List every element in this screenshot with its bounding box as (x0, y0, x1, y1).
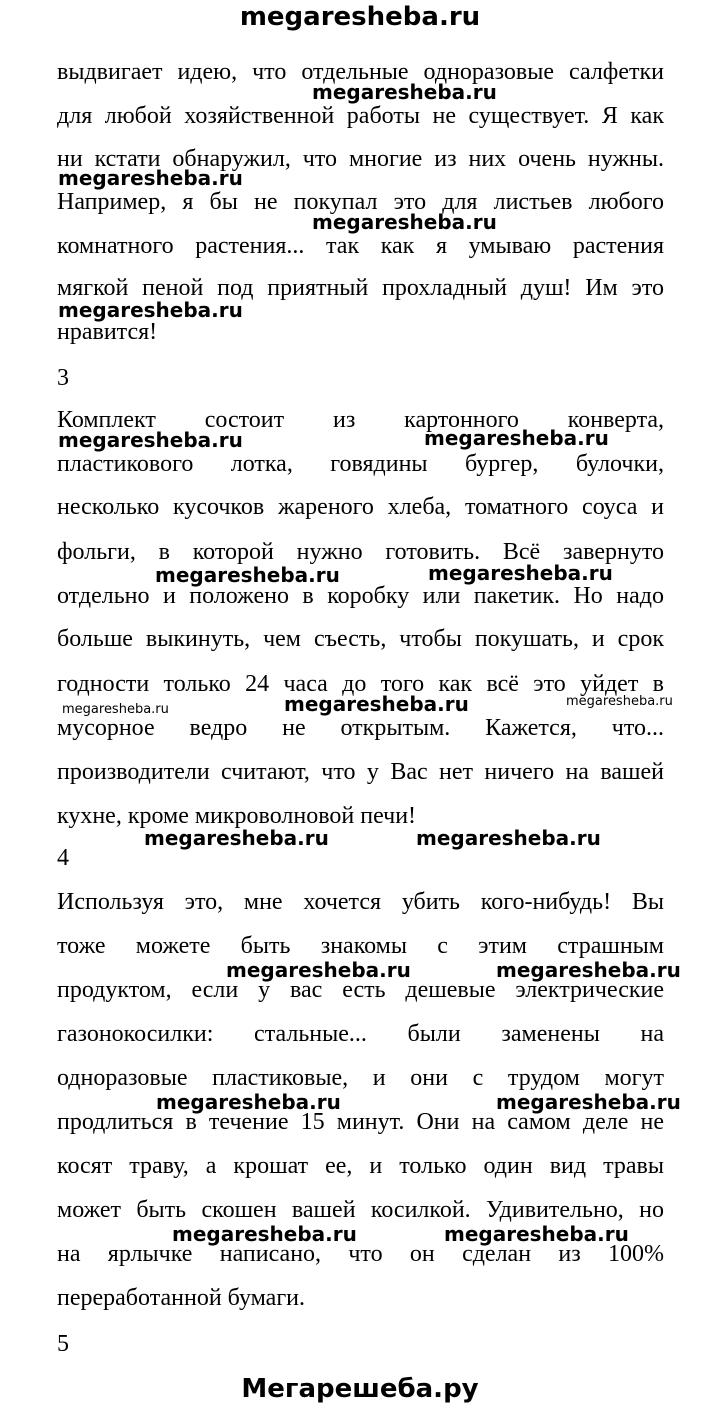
text-line: одноразовые пластиковые, и они с трудом могут (57, 1065, 664, 1091)
watermark: megaresheba.ru (58, 298, 243, 322)
text-line: мягкой пеной под приятный прохладный душ! Им это (57, 275, 664, 301)
text-line: на ярлычке написано, что он сделан из 100% (57, 1241, 664, 1267)
watermark: megaresheba.ru (496, 958, 681, 982)
text-line: Используя это, мне хочется убить кого-нибудь! Вы (57, 889, 664, 915)
text-line: нравится! (57, 319, 158, 345)
text-line: пластикового лотка, говядины бургер, булочки, (57, 451, 664, 477)
watermark: megaresheba.ru (312, 210, 497, 234)
text-line: продлиться в течение 15 минут. Они на самом деле не (57, 1109, 664, 1135)
section-number: 5 (57, 1331, 69, 1357)
text-line: газонокосилки: стальные... были заменены на (57, 1021, 664, 1047)
watermark: megaresheba.ru (312, 80, 497, 104)
watermark: megaresheba.ru (284, 692, 469, 716)
text-line: несколько кусочков жареного хлеба, томатного соуса и (57, 494, 664, 520)
text-line: годности только 24 часа до того как всё это уйдет в (57, 671, 664, 697)
text-line: мусорное ведро не открытым. Кажется, что... (57, 715, 664, 741)
watermark: megaresheba.ru (428, 561, 613, 585)
section-number: 3 (57, 365, 69, 391)
watermark: megaresheba.ru (566, 694, 673, 709)
text-line: может быть скошен вашей косилкой. Удивительно, но (57, 1197, 664, 1223)
text-line: кухне, кроме микроволновой печи! (57, 803, 417, 829)
section-number: 4 (57, 845, 69, 871)
watermark: megaresheba.ru (172, 1222, 357, 1246)
watermark: megaresheba.ru (62, 702, 169, 717)
text-line: переработанной бумаги. (57, 1285, 306, 1311)
text-line: Комплект состоит из картонного конверта, (57, 407, 664, 433)
watermark: megaresheba.ru (155, 563, 340, 587)
text-line: для любой хозяйственной работы не существует. Я как (57, 103, 664, 129)
text-line: отдельно и положено в коробку или пакетик. Но надо (57, 583, 664, 609)
watermark: megaresheba.ru (226, 958, 411, 982)
text-line: продуктом, если у вас есть дешевые электрические (57, 977, 664, 1003)
watermark: megaresheba.ru (444, 1222, 629, 1246)
site-footer: Мегарешеба.ру (241, 1374, 479, 1404)
site-header: megaresheba.ru (239, 2, 481, 32)
text-line: косят траву, а крошат ее, и только один вид травы (57, 1153, 664, 1179)
text-line: тоже можете быть знакомы с этим страшным (57, 933, 664, 959)
watermark: megaresheba.ru (156, 1090, 341, 1114)
text-line: больше выкинуть, чем съесть, чтобы покушать, и срок (57, 626, 664, 652)
text-line: ни кстати обнаружил, что многие из них очень нужны. (57, 146, 664, 172)
text-line: Например, я бы не покупал это для листьев любого (57, 189, 664, 215)
watermark: megaresheba.ru (416, 826, 601, 850)
watermark: megaresheba.ru (144, 826, 329, 850)
text-line: выдвигает идею, что отдельные одноразовые салфетки (57, 59, 664, 85)
watermark: megaresheba.ru (496, 1090, 681, 1114)
watermark: megaresheba.ru (58, 166, 243, 190)
watermark: megaresheba.ru (58, 428, 243, 452)
text-line: производители считают, что у Вас нет ничего на вашей (57, 759, 664, 785)
text-line: комнатного растения... так как я умываю растения (57, 233, 664, 259)
watermark: megaresheba.ru (424, 426, 609, 450)
text-line: фольги, в которой нужно готовить. Всё завернуто (57, 539, 664, 565)
